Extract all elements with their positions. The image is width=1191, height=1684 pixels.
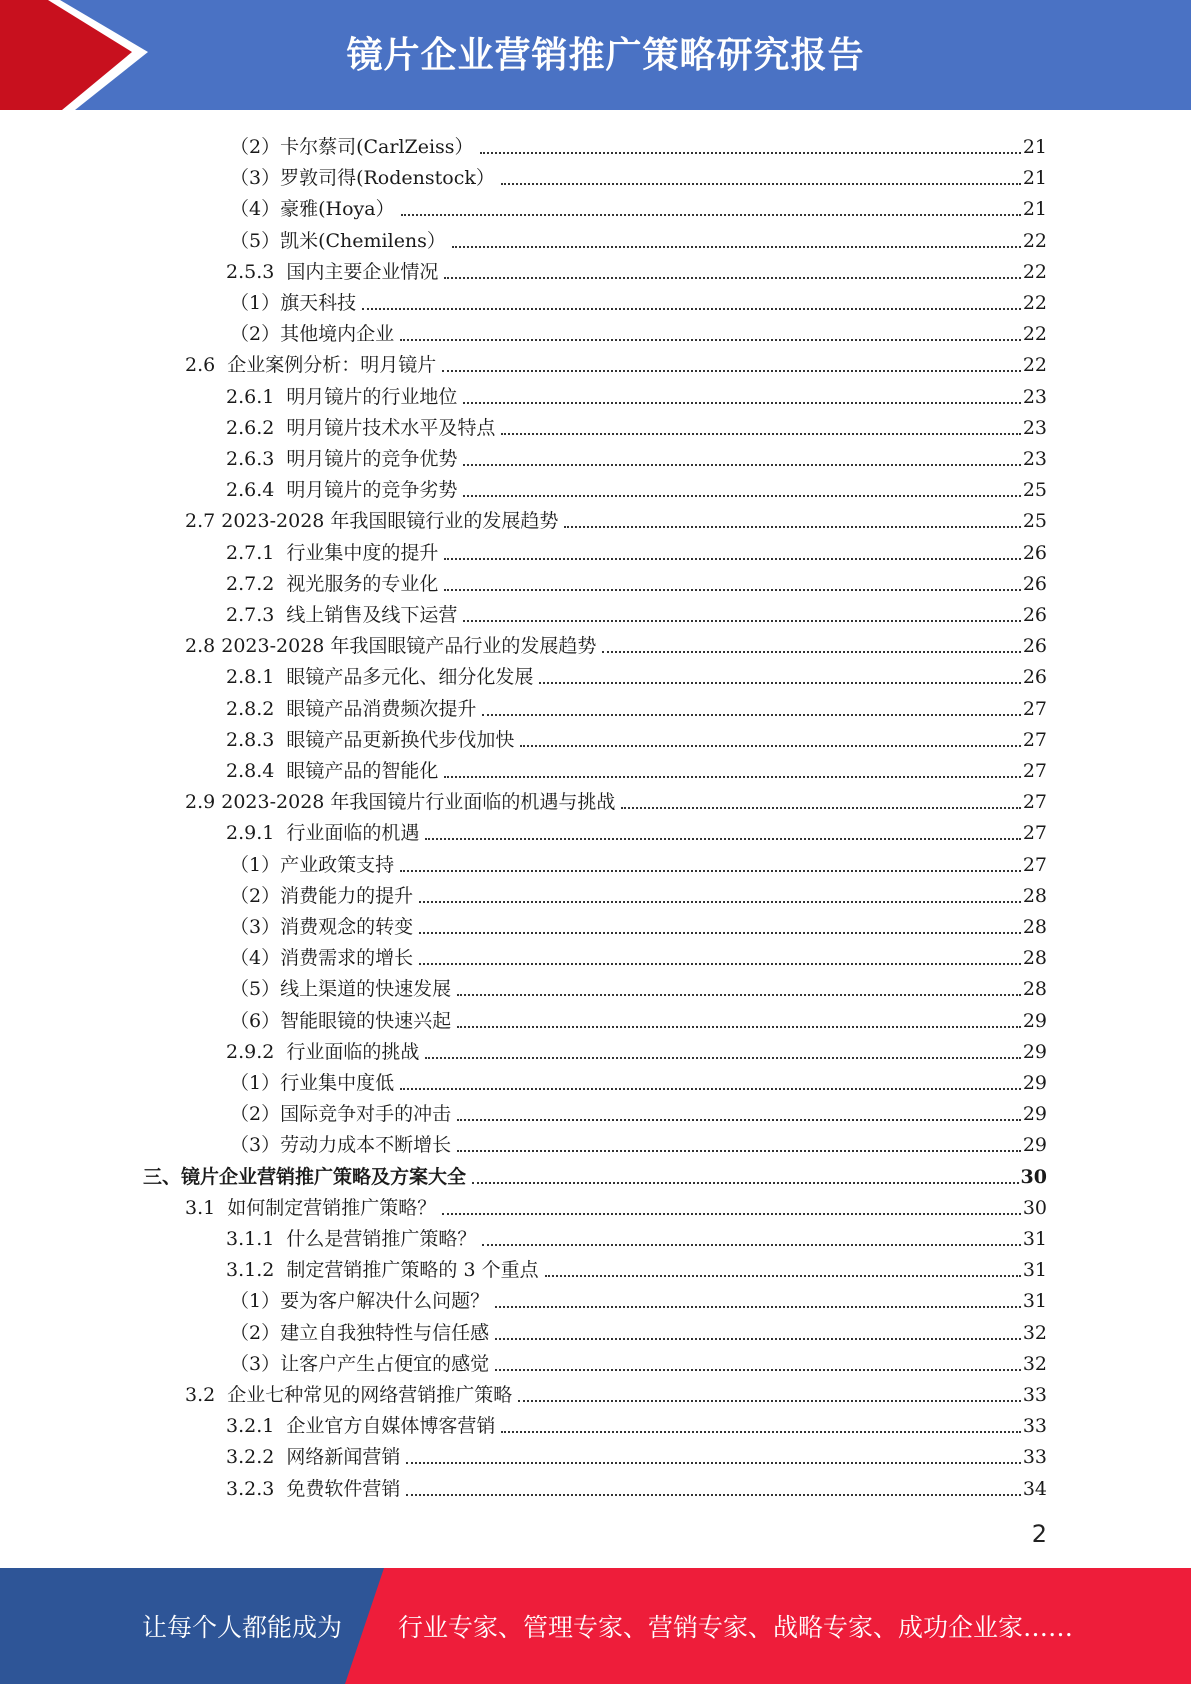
toc-entry[interactable] — [230, 1126, 1047, 1157]
toc-entry-label: 2.8 2023-2028 年我国眼镜产品行业的发展趋势 — [185, 635, 597, 658]
toc-dot-leader — [602, 651, 1020, 653]
toc-dot-leader — [495, 1338, 1021, 1340]
toc-dot-leader — [501, 1431, 1020, 1433]
toc-entry-label: 3.2.2 网络新闻营销 — [226, 1446, 401, 1469]
toc-entry-page: 33 — [1022, 1384, 1047, 1406]
toc-entry-label: 3.1 如何制定营销推广策略？ — [185, 1196, 437, 1219]
toc-dot-leader — [442, 370, 1021, 372]
toc-entry[interactable] — [226, 253, 1047, 284]
toc-dot-leader — [564, 526, 1020, 528]
toc-entry-label: （4）消费需求的增长 — [230, 947, 414, 970]
toc-dot-leader — [495, 1369, 1021, 1371]
toc-entry[interactable] — [230, 846, 1047, 877]
toc-entry[interactable] — [185, 1189, 1047, 1220]
toc-dot-leader — [501, 433, 1020, 435]
toc-dot-leader — [539, 682, 1020, 684]
toc-entry-label: 3.1.1 什么是营销推广策略？ — [226, 1228, 477, 1250]
toc-entry-page: 31 — [1022, 1290, 1047, 1313]
toc-dot-leader — [419, 932, 1021, 934]
toc-entry-label: （6）智能眼镜的快速兴起 — [230, 1009, 452, 1032]
toc-entry-label: （2）消费能力的提升 — [230, 884, 414, 907]
toc-entry-page: 26 — [1022, 572, 1047, 595]
toc-entry-page: 23 — [1022, 416, 1047, 439]
toc-dot-leader — [400, 339, 1021, 341]
page-header — [0, 0, 1191, 110]
toc-entry-label: （3）让客户产生占便宜的感觉 — [230, 1352, 490, 1375]
toc-entry-label: 2.6.2 明月镜片技术水平及特点 — [226, 416, 496, 439]
toc-dot-leader — [444, 589, 1020, 591]
toc-entry-page: 22 — [1022, 354, 1047, 377]
toc-entry-page: 27 — [1022, 822, 1047, 845]
toc-entry-label: 2.8.2 眼镜产品消费频次提升 — [226, 697, 477, 720]
toc-entry[interactable] — [226, 1438, 1047, 1469]
toc-entry-label: （2）卡尔蔡司(CarlZeiss） — [230, 136, 474, 158]
toc-entry[interactable] — [226, 409, 1047, 440]
toc-entry-label: 2.7 2023-2028 年我国眼镜行业的发展趋势 — [185, 510, 559, 533]
toc-entry-page: 22 — [1022, 260, 1047, 283]
toc-entry[interactable] — [226, 440, 1047, 471]
toc-entry-page: 29 — [1022, 1072, 1047, 1094]
toc-entry[interactable] — [230, 190, 1047, 221]
toc-dot-leader — [400, 870, 1021, 872]
toc-dot-leader — [472, 1182, 1019, 1184]
toc-entry-page: 29 — [1022, 1103, 1047, 1126]
toc-entry[interactable] — [185, 502, 1047, 533]
toc-entry-label: 2.6 企业案例分析：明月镜片 — [185, 354, 437, 377]
toc-entry[interactable] — [230, 1314, 1047, 1345]
toc-entry-label: 2.8.4 眼镜产品的智能化 — [226, 760, 439, 782]
toc-entry-page: 27 — [1022, 853, 1047, 876]
toc-entry[interactable] — [185, 783, 1047, 814]
footer-slogan-left: 让每个人都能成为 — [142, 1613, 343, 1642]
toc-dot-leader — [457, 994, 1021, 996]
toc-entry-page: 28 — [1022, 916, 1047, 938]
toc-entry-page: 27 — [1022, 697, 1047, 720]
toc-dot-leader — [452, 246, 1021, 248]
toc-dot-leader — [444, 558, 1020, 560]
toc-entry-label: （1）旗天科技 — [230, 292, 357, 314]
toc-entry-label: 3.1.2 制定营销推广策略的 3 个重点 — [226, 1259, 539, 1282]
toc-entry-label: （5）凯米(Chemilens） — [230, 229, 446, 252]
toc-dot-leader — [401, 214, 1021, 216]
toc-entry[interactable] — [185, 346, 1047, 377]
toc-entry[interactable] — [230, 908, 1047, 939]
toc-entry-page: 23 — [1022, 385, 1047, 408]
toc-dot-leader — [425, 1057, 1020, 1059]
toc-entry[interactable] — [226, 752, 1047, 783]
toc-entry-page: 26 — [1022, 635, 1047, 658]
toc-dot-leader — [463, 495, 1020, 497]
toc-entry-label: 2.5.3 国内主要企业情况 — [226, 260, 439, 283]
toc-entry[interactable] — [226, 1470, 1047, 1501]
toc-entry[interactable] — [226, 534, 1047, 565]
toc-entry-label: 2.9.1 行业面临的机遇 — [226, 822, 420, 845]
toc-entry-page: 26 — [1022, 666, 1047, 689]
toc-entry-label: （2）建立自我独特性与信任感 — [230, 1321, 490, 1344]
toc-entry[interactable] — [230, 1345, 1047, 1376]
toc-entry-page: 28 — [1022, 947, 1047, 970]
toc-entry[interactable] — [226, 596, 1047, 627]
report-title: 镜片企业营销推广策略研究报告 — [346, 34, 865, 76]
toc-dot-leader — [495, 1306, 1021, 1308]
toc-entry-page: 22 — [1022, 292, 1047, 314]
toc-dot-leader — [362, 308, 1021, 310]
toc-entry-page: 27 — [1022, 760, 1047, 782]
toc-entry-label: 2.8.1 眼镜产品多元化、细分化发展 — [226, 666, 534, 689]
toc-entry-page: 34 — [1022, 1477, 1047, 1500]
toc-entry[interactable] — [230, 284, 1047, 315]
toc-dot-leader — [480, 152, 1021, 154]
toc-entry[interactable] — [230, 222, 1047, 253]
toc-entry-label: 三、镜片企业营销推广策略及方案大全 — [143, 1165, 467, 1188]
toc-entry-page: 32 — [1022, 1321, 1047, 1344]
toc-entry-page: 26 — [1022, 604, 1047, 626]
toc-entry-label: （3）罗敦司得(Rodenstock） — [230, 167, 495, 190]
toc-entry-page: 21 — [1022, 198, 1047, 221]
toc-entry-page: 27 — [1022, 728, 1047, 751]
toc-entry[interactable] — [230, 1002, 1047, 1033]
toc-entry-page: 30 — [1020, 1165, 1047, 1188]
toc-dot-leader — [501, 183, 1021, 185]
toc-dot-leader — [463, 402, 1020, 404]
toc-entry[interactable] — [230, 1064, 1047, 1095]
toc-entry[interactable] — [230, 159, 1047, 190]
toc-entry-label: 3.2.1 企业官方自媒体博客营销 — [226, 1415, 496, 1438]
toc-entry-label: 2.7.3 线上销售及线下运营 — [226, 604, 458, 626]
toc-dot-leader — [425, 838, 1020, 840]
toc-dot-leader — [442, 1213, 1021, 1215]
toc-entry-label: （5）线上渠道的快速发展 — [230, 978, 452, 1001]
toc-entry[interactable] — [230, 1282, 1047, 1313]
toc-entry-label: （1）要为客户解决什么问题？ — [230, 1290, 490, 1313]
toc-entry-page: 26 — [1022, 541, 1047, 564]
toc-entry-label: 2.9 2023-2028 年我国镜片行业面临的机遇与挑战 — [185, 791, 616, 814]
toc-entry-page: 31 — [1022, 1259, 1047, 1282]
toc-entry-page: 21 — [1022, 136, 1047, 158]
toc-entry[interactable] — [226, 658, 1047, 689]
toc-entry-page: 30 — [1022, 1196, 1047, 1219]
toc-entry-page: 25 — [1022, 510, 1047, 533]
toc-entry-label: 2.6.4 明月镜片的竞争劣势 — [226, 479, 458, 502]
toc-dot-leader — [406, 1462, 1020, 1464]
toc-entry-page: 32 — [1022, 1352, 1047, 1375]
toc-dot-leader — [419, 963, 1021, 965]
toc-entry-label: （4）豪雅(Hoya） — [230, 198, 395, 221]
toc-entry[interactable] — [226, 1251, 1047, 1282]
toc-entry-label: 2.8.3 眼镜产品更新换代步伐加快 — [226, 728, 515, 751]
toc-entry-page: 29 — [1022, 1009, 1047, 1032]
footer-slogan-right: 行业专家、管理专家、营销专家、战略专家、成功企业家…… — [398, 1613, 1074, 1642]
page-number: 2 — [1031, 1520, 1047, 1548]
toc-entry[interactable] — [185, 627, 1047, 658]
toc-entry-page: 31 — [1022, 1228, 1047, 1250]
toc-entry[interactable] — [226, 721, 1047, 752]
toc-entry[interactable] — [143, 1158, 1047, 1189]
toc-dot-leader — [520, 745, 1020, 747]
toc-entry-label: 3.2.3 免费软件营销 — [226, 1477, 401, 1500]
toc-entry-page: 33 — [1022, 1415, 1047, 1438]
toc-entry-page: 22 — [1022, 323, 1047, 346]
toc-entry-page: 28 — [1022, 978, 1047, 1001]
toc-entry[interactable] — [185, 1376, 1047, 1407]
toc-entry-page: 22 — [1022, 229, 1047, 252]
toc-entry[interactable] — [230, 315, 1047, 346]
toc-dot-leader — [457, 1026, 1021, 1028]
toc-dot-leader — [518, 1400, 1021, 1402]
toc-entry-page: 28 — [1022, 884, 1047, 907]
toc-dot-leader — [463, 464, 1020, 466]
toc-dot-leader — [482, 1244, 1020, 1246]
toc-entry[interactable] — [230, 128, 1047, 159]
toc-entry[interactable] — [226, 471, 1047, 502]
toc-entry-page: 21 — [1022, 167, 1047, 190]
toc-entry-label: （2）国际竞争对手的冲击 — [230, 1103, 452, 1126]
toc-dot-leader — [406, 1494, 1020, 1496]
toc-dot-leader — [444, 776, 1020, 778]
toc-entry-page: 23 — [1022, 448, 1047, 470]
toc-entry-label: 2.6.1 明月镜片的行业地位 — [226, 385, 458, 408]
toc-entry-label: （1）行业集中度低 — [230, 1072, 395, 1094]
toc-dot-leader — [463, 620, 1020, 622]
toc-entry-label: （3）消费观念的转变 — [230, 916, 414, 938]
toc-entry-label: （1）产业政策支持 — [230, 853, 395, 876]
toc-entry[interactable] — [226, 1407, 1047, 1438]
toc-entry-label: 2.7.2 视光服务的专业化 — [226, 572, 439, 595]
toc-entry-page: 29 — [1022, 1134, 1047, 1157]
toc-entry[interactable] — [230, 1095, 1047, 1126]
toc-entry-label: 2.7.1 行业集中度的提升 — [226, 541, 439, 564]
toc-entry-label: （3）劳动力成本不断增长 — [230, 1134, 452, 1157]
toc-entry[interactable] — [230, 939, 1047, 970]
toc-entry-page: 25 — [1022, 479, 1047, 502]
toc-dot-leader — [621, 807, 1020, 809]
toc-entry-label: 2.6.3 明月镜片的竞争优势 — [226, 448, 458, 470]
toc-entry[interactable] — [226, 690, 1047, 721]
toc-entry[interactable] — [226, 1220, 1047, 1251]
toc-entry-page: 33 — [1022, 1446, 1047, 1469]
toc-dot-leader — [457, 1150, 1021, 1152]
toc-dot-leader — [482, 714, 1020, 716]
toc-dot-leader — [419, 901, 1021, 903]
toc-entry[interactable] — [226, 378, 1047, 409]
toc-entry-page: 27 — [1022, 791, 1047, 814]
toc-dot-leader — [444, 277, 1020, 279]
toc-entry[interactable] — [230, 970, 1047, 1001]
toc-entry[interactable] — [230, 877, 1047, 908]
toc-dot-leader — [545, 1275, 1021, 1277]
toc-entry-label: 3.2 企业七种常见的网络营销推广策略 — [185, 1384, 513, 1406]
toc-entry[interactable] — [226, 565, 1047, 596]
toc-entry-label: （2）其他境内企业 — [230, 323, 395, 346]
toc-entry-label: 2.9.2 行业面临的挑战 — [226, 1040, 420, 1063]
toc-entry[interactable] — [226, 1033, 1047, 1064]
toc-dot-leader — [400, 1088, 1021, 1090]
toc-dot-leader — [457, 1119, 1021, 1121]
toc-entry[interactable] — [226, 814, 1047, 845]
toc-entry-page: 29 — [1022, 1040, 1047, 1063]
page-footer — [0, 1568, 1191, 1684]
